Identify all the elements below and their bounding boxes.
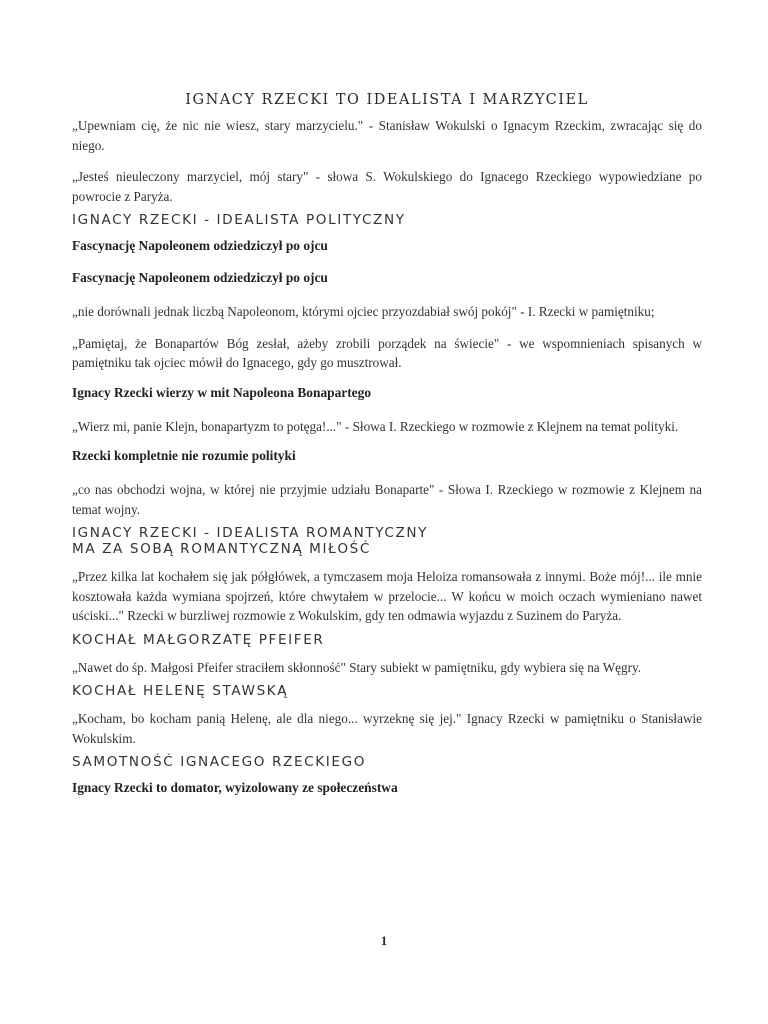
subheading: Ignacy Rzecki to domator, wyizolowany ze społeczeństwa bbox=[72, 780, 398, 795]
quote-paragraph: „Upewniam cię, że nic nie wiesz, stary marzycielu." - Stanisław Wokulski o Ignacym Rzeckim, zwracając się do niego. bbox=[72, 118, 702, 153]
subheading: Fascynację Napoleonem odziedziczył po ojcu bbox=[72, 270, 328, 285]
quote-paragraph: „Nawet do śp. Małgosi Pfeifer straciłem skłonność" Stary subiekt w pamiętniku, gdy wybiera się na Węgry. bbox=[72, 659, 642, 675]
section-heading: KOCHAŁ MAŁGORZATĘ PFEIFER bbox=[72, 631, 325, 648]
quote-paragraph: „nie dorównali jednak liczbą Napoleonom, którymi ojciec przyozdabiał swój pokój" - I. Rzecki w pamiętniku; bbox=[72, 304, 655, 319]
quote-paragraph: „co nas obchodzi wojna, w której nie przyjmie udziału Bonaparte" - Słowa I. Rzeckiego w rozmowie z Klejnem na temat wojny. bbox=[72, 482, 702, 517]
quote-paragraph: „Przez kilka lat kochałem się jak półgłówek, a tymczasem moja Heloiza romansowała z innymi. Boże mój!... ile mnie kosztowała każda wymiana spojrzeń, które chwytałem w przelocie... W końcu w moich oczach wymieniano nawet uściski..." Rzecki w burzliwej rozmowie z Wokulskim, gdy ten odmawia wyjazdu z Suzinem do Paryża. bbox=[72, 569, 702, 623]
section-heading: MA ZA SOBĄ ROMANTYCZNĄ MIŁOŚĆ bbox=[72, 541, 371, 557]
document-title: IGNACY RZECKI TO IDEALISTA I MARZYCIEL bbox=[185, 92, 589, 108]
quote-paragraph: „Jesteś nieuleczony marzyciel, mój stary" - słowa S. Wokulskiego do Ignacego Rzeckiego wypowiedziane po powrocie z Paryża. bbox=[72, 169, 702, 204]
quote-paragraph: „Pamiętaj, że Bonapartów Bóg zesłał, ażeby zrobili porządek na świecie" - we wspomnieniach spisanych w pamiętniku tak ojciec mówił do Ignacego, gdy go musztrował. bbox=[72, 335, 702, 370]
section-heading: SAMOTNOŚĆ IGNACEGO RZECKIEGO bbox=[72, 754, 367, 770]
subheading: Fascynację Napoleonem odziedziczył po ojcu bbox=[72, 238, 328, 253]
section-heading: IGNACY RZECKI - IDEALISTA POLITYCZNY bbox=[72, 212, 406, 228]
quote-paragraph: „Wierz mi, panie Klejn, bonapartyzm to potęga!..." - Słowa I. Rzeckiego w rozmowie z Klejnem na temat polityki. bbox=[72, 418, 679, 434]
section-heading: IGNACY RZECKI - IDEALISTA ROMANTYCZNY bbox=[72, 525, 429, 541]
quote-paragraph: „Kocham, bo kocham panią Helenę, ale dla niego... wyrzeknę się jej." Ignacy Rzecki w pamiętniku o Stanisławie Wokulskim. bbox=[72, 711, 702, 746]
page-number: 1 bbox=[380, 933, 388, 948]
section-heading: KOCHAŁ HELENĘ STAWSKĄ bbox=[72, 683, 289, 699]
subheading: Ignacy Rzecki wierzy w mit Napoleona Bonapartego bbox=[72, 384, 372, 400]
subheading: Rzecki kompletnie nie rozumie polityki bbox=[72, 448, 296, 463]
